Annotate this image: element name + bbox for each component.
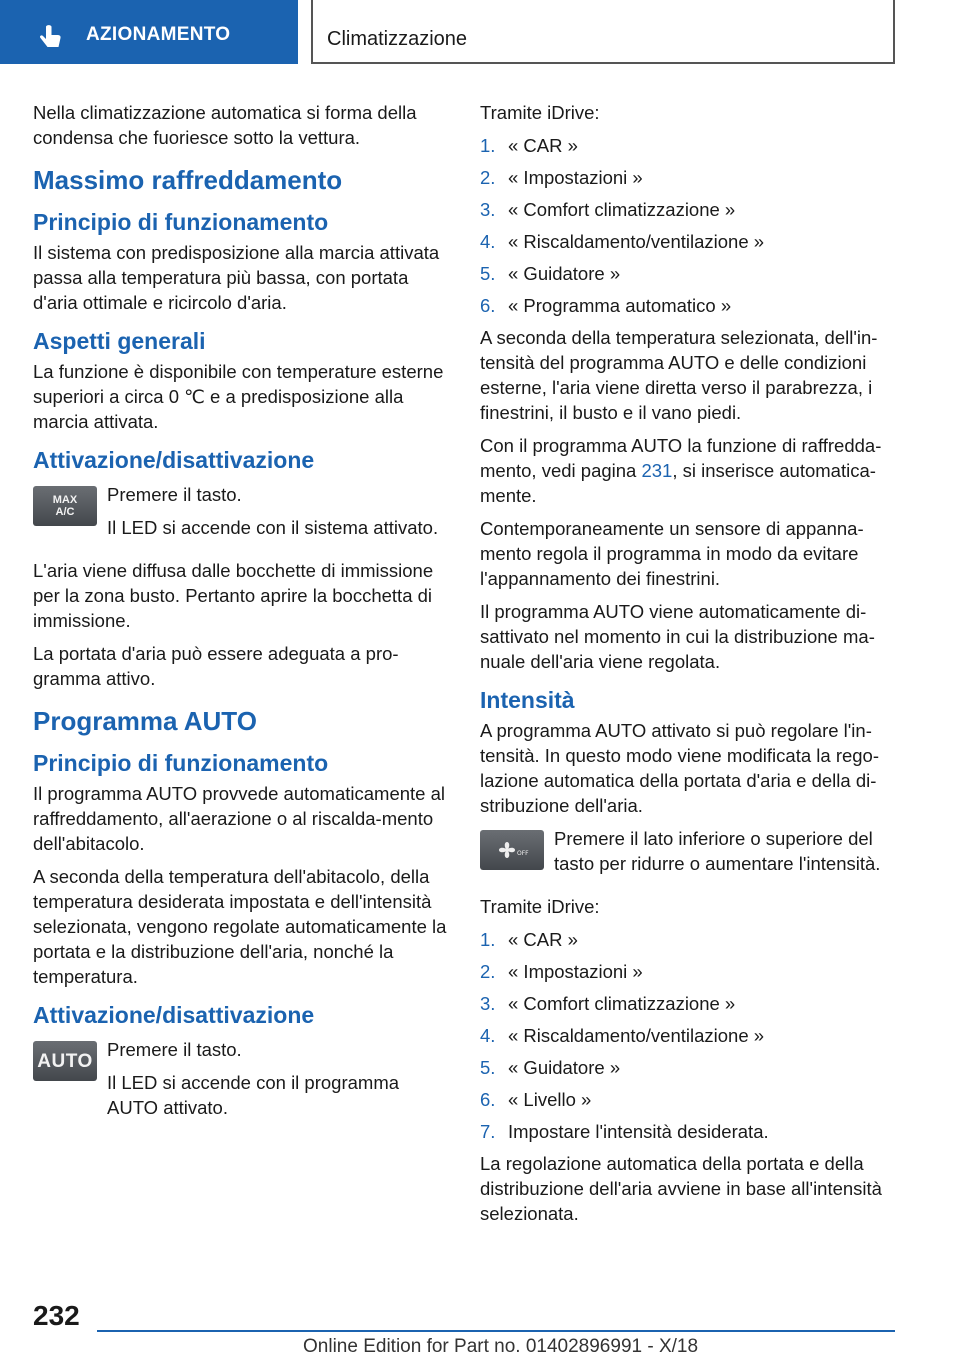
list-item-text: « Comfort climatizzazione » (508, 199, 736, 220)
footer-divider (97, 1330, 895, 1332)
list-item-number: 1. (480, 929, 496, 950)
heading-attivazione-2: Attivazione/disattivazione (33, 1002, 315, 1028)
heading-attivazione-1: Attivazione/disattivazione (33, 447, 315, 473)
intro-text: Nella climatizzazione automatica si forma della condensa che fuoriesce sotto la vettura. (33, 102, 417, 148)
sensore-text: Contemporaneamente un sensore di appanna-mento regola il programma in modo da evitare l'appannamento dei finestrini. (480, 518, 864, 589)
list-item-number: 2. (480, 961, 496, 982)
idrive-label-1: Tramite iDrive: (480, 102, 600, 123)
section-tab[interactable] (0, 0, 298, 64)
heading-principio-1: Principio di funzionamento (33, 209, 329, 235)
list-item (480, 1119, 898, 1144)
intensita-text: A programma AUTO attivato si può regolare l'in-tensità. In questo modo viene modificata la rego-lazione automatica della portata d'aria e della di-stribuzione dell'aria. (480, 720, 880, 816)
heading-programma-auto: Programma AUTO (33, 706, 257, 736)
list-item (480, 991, 898, 1016)
auto-button-icon: AUTO (33, 1041, 97, 1081)
list-item-number: 5. (480, 263, 496, 284)
edition-footer: Online Edition for Part no. 01402896991 - X/18 (303, 1336, 699, 1357)
list-item (480, 261, 898, 286)
principio-text-1: Il sistema con predisposizione alla marcia attivata passa alla temperatura più bassa, con portata d'aria ottimale e ricircolo d'aria. (33, 242, 440, 313)
auto-row (33, 1037, 448, 1128)
seconda-text: A seconda della temperatura selezionata, dell'in-tensità del programma AUTO e delle condizioni esterne, l'aria viene diretta verso il parabrezza, i finestrini, il busto e il vano piedi. (480, 327, 878, 423)
idrive-steps-1 (480, 133, 898, 318)
max-ac-button-icon: MAX A/C (33, 486, 97, 526)
list-item-text: « Livello » (508, 1089, 592, 1110)
list-item (480, 197, 898, 222)
section-title: AZIONAMENTO (86, 24, 231, 45)
list-item (480, 165, 898, 190)
list-item-text: « Impostazioni » (508, 961, 643, 982)
aria-diffusa-text: L'aria viene diffusa dalle bocchette di immissione per la zona busto. Pertanto aprire la bocchetta di immissione. (33, 560, 434, 631)
list-item-text: « Comfort climatizzazione » (508, 993, 736, 1014)
list-item-text: « Riscaldamento/ventilazione » (508, 231, 765, 252)
list-item (480, 1023, 898, 1048)
heading-principio-2: Principio di funzionamento (33, 750, 329, 776)
led-text-1: Il LED si accende con il sistema attivato. (107, 517, 439, 538)
disattivato-text: Il programma AUTO viene automaticamente di-sattivato nel momento in cui la distribuzione ma-nuale dell'aria viene regolata. (480, 601, 875, 672)
list-item-text: « CAR » (508, 135, 578, 156)
right-column (480, 100, 898, 1234)
list-item-number: 4. (480, 231, 496, 252)
hand-pointer-icon (38, 25, 64, 53)
press-text-2: Premere il tasto. (107, 1039, 242, 1060)
fan-intensity-button-icon (480, 830, 544, 870)
list-item-number: 1. (480, 135, 496, 156)
principio-text-2b: A seconda della temperatura dell'abitacolo, della temperatura desiderata impostata e dell'intensità selezionata, vengono regolate automaticamente la portata e la distribuzione dell'aria, nonché la temperatura. (33, 866, 447, 987)
list-item-text: « CAR » (508, 929, 578, 950)
heading-aspetti: Aspetti generali (33, 328, 206, 354)
list-item (480, 293, 898, 318)
principio-text-2a: Il programma AUTO provvede automaticamente al raffreddamento, all'aerazione o al riscalda-mento dell'abitacolo. (33, 783, 445, 854)
list-item-number: 3. (480, 993, 496, 1014)
page-link-231[interactable]: 231 (641, 460, 673, 481)
idrive-label-2: Tramite iDrive: (480, 896, 600, 917)
press-text-1: Premere il tasto. (107, 484, 242, 505)
list-item (480, 1087, 898, 1112)
page-number: 232 (33, 1300, 80, 1331)
heading-max-raffreddamento: Massimo raffreddamento (33, 165, 343, 195)
list-item-text: « Guidatore » (508, 263, 621, 284)
list-item (480, 1055, 898, 1080)
maxac-row (33, 482, 448, 548)
list-item-number: 3. (480, 199, 496, 220)
list-item-number: 4. (480, 1025, 496, 1046)
list-item (480, 959, 898, 984)
chapter-title: Climatizzazione (327, 28, 468, 50)
list-item-number: 2. (480, 167, 496, 188)
final-text: La regolazione automatica della portata e della distribuzione dell'aria avviene in base all'intensità selezionata. (480, 1153, 882, 1224)
list-item-number: 6. (480, 1089, 496, 1110)
portata-text: La portata d'aria può essere adeguata a pro-gramma attivo. (33, 643, 399, 689)
left-column (33, 100, 448, 1138)
led-text-2: Il LED si accende con il programma AUTO attivato. (107, 1072, 400, 1118)
list-item-text: « Guidatore » (508, 1057, 621, 1078)
raffreddamento-text: Con il programma AUTO la funzione di raffredda-mento, vedi pagina 231, si inserisce automatica-mente. (480, 435, 882, 506)
list-item-number: 7. (480, 1121, 496, 1142)
list-item (480, 229, 898, 254)
list-item-number: 5. (480, 1057, 496, 1078)
intensity-button-text: Premere il lato inferiore o superiore del tasto per ridurre o aumentare l'intensità. (554, 828, 881, 874)
aspetti-text: La funzione è disponibile con temperature esterne superiori a circa 0 ℃ e a predisposizione alla marcia attivata. (33, 361, 444, 432)
intensity-row (480, 826, 898, 884)
idrive-steps-2 (480, 927, 898, 1144)
list-item-number: 6. (480, 295, 496, 316)
list-item-text: « Riscaldamento/ventilazione » (508, 1025, 765, 1046)
list-item (480, 133, 898, 158)
list-item (480, 927, 898, 952)
list-item-text: Impostare l'intensità desiderata. (508, 1121, 769, 1142)
list-item-text: « Programma automatico » (508, 295, 732, 316)
chapter-header (311, 0, 895, 64)
svg-text:OFF: OFF (517, 850, 529, 857)
heading-intensita: Intensità (480, 687, 575, 713)
list-item-text: « Impostazioni » (508, 167, 643, 188)
